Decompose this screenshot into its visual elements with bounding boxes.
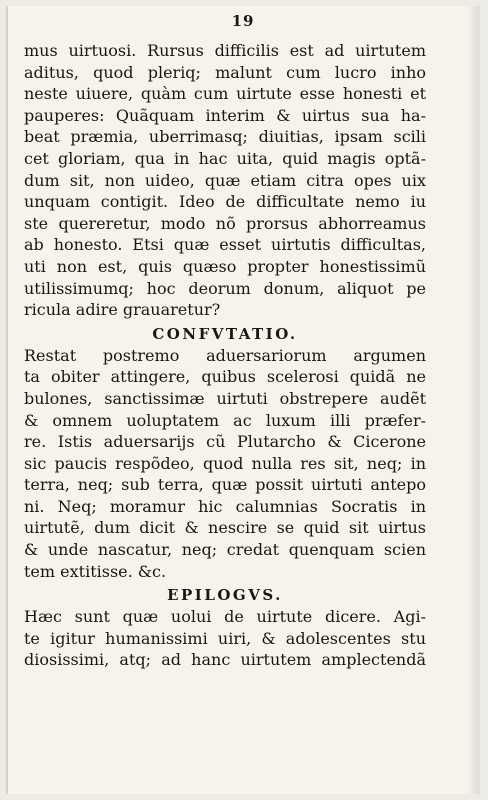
book-page: [6, 6, 480, 794]
text-line: & unde nascatur, neq; credat quenquam scien: [24, 540, 426, 560]
text-line: terra, neq; sub terra, quæ possit uirtuti antepo: [24, 475, 426, 495]
text-line: re. Istis aduersarijs cũ Plutarcho & Cicerone: [24, 432, 426, 452]
text-line: cet gloriam, qua in hac uita, quid magis optã-: [24, 148, 426, 168]
text-line: Restat postremo aduersariorum argumen: [24, 345, 426, 365]
text-line: & omnem uoluptatem ac luxum illi præfer-: [24, 410, 426, 430]
text-line: utilissimumq; hoc deorum donum, aliquot pe: [24, 278, 426, 298]
text-line: unquam contigit. Ideo de difficultate nemo iu: [24, 192, 426, 212]
paragraph-epilogus: [24, 606, 426, 671]
text-line: diosissimi, atq; ad hanc uirtutem amplectendã: [24, 650, 426, 670]
heading-confutatio: CONFVTATIO.: [152, 324, 298, 343]
text-line: Hæc sunt quæ uolui de uirtute dicere. Agi-: [24, 607, 426, 627]
text-line: dum sit, non uideo, quæ etiam citra opes uix: [24, 170, 426, 190]
text-line: pauperes: Quãquam interim & uirtus sua ha-: [24, 105, 426, 125]
text-line: sic paucis respõdeo, quod nulla res sit, neq; in: [24, 453, 426, 473]
text-line: ste quereretur, modo nõ prorsus abhorreamus: [24, 213, 426, 233]
text-line: ab honesto. Etsi quæ esset uirtutis difficultas,: [24, 235, 426, 255]
text-line: aditus, quod pleriq; malunt cum lucro inho: [24, 62, 426, 82]
heading-epilogus: EPILOGVS.: [167, 586, 283, 605]
text-line: uti non est, quis quæso propter honestissimũ: [24, 256, 426, 276]
page-number: 19: [231, 12, 255, 30]
text-line: ricula adire grauaretur?: [24, 300, 221, 320]
text-block: [24, 40, 426, 671]
text-line: uirtutẽ, dum dicit & nescire se quid sit uirtus: [24, 518, 426, 538]
text-line: ni. Neq; moramur hic calumnias Socratis in: [24, 496, 426, 516]
text-line: beat præmia, uberrimasq; diuitias, ipsam scili: [24, 127, 426, 147]
paragraph-confutatio: [24, 345, 426, 583]
text-line: ta obiter attingere, quibus scelerosi quidã ne: [24, 367, 426, 387]
text-line: tem extitisse. &c.: [24, 561, 167, 581]
text-line: neste uiuere, quàm cum uirtute esse honesti et: [24, 84, 426, 104]
text-line: mus uirtuosi. Rursus difficilis est ad uirtutem: [24, 41, 426, 60]
text-line: bulones, sanctissimæ uirtuti obstrepere audẽt: [24, 388, 426, 408]
text-line: te igitur humanissimi uiri, & adolescentes stu: [24, 628, 426, 648]
paragraph-main: [24, 40, 426, 321]
